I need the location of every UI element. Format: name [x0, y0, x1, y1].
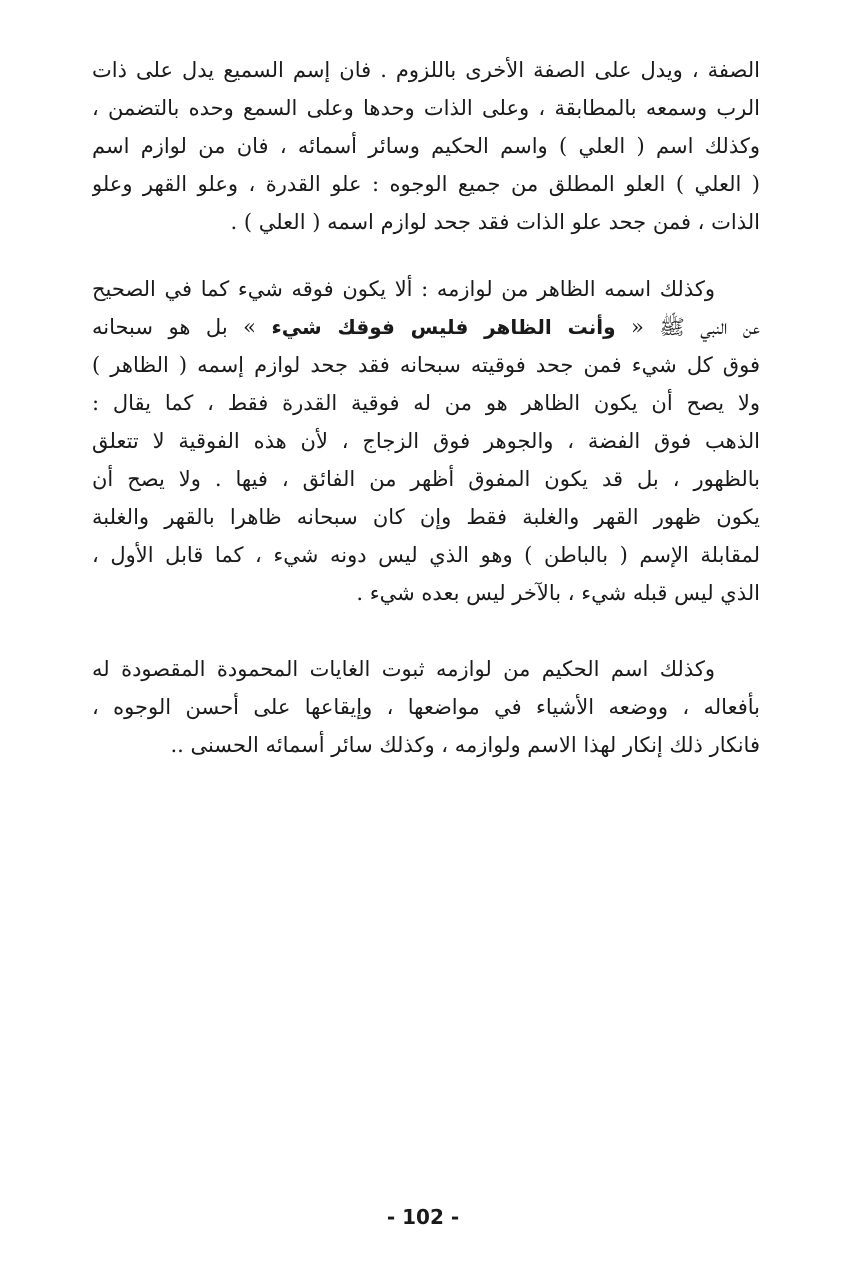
text-line: لمقابلة الإسم ( بالباطن ) وهو الذي ليس دونه شيء ، كما قابل الأول ،	[92, 543, 760, 567]
text-line: ( العلي ) العلو المطلق من جميع الوجوه : علو القدرة ، وعلو القهر وعلو	[92, 172, 760, 196]
page-number: - 102 -	[386, 1205, 460, 1229]
line-suffix: » بل هو سبحانه	[92, 315, 272, 339]
paragraph-2	[92, 270, 760, 612]
text-line-with-quote	[92, 308, 760, 346]
text-line: يكون ظهور القهر والغلبة فقط وإن كان سبحانه ظاهرا بالقهر والغلبة	[92, 505, 760, 529]
paragraph-1	[92, 51, 760, 241]
text-line: فانكار ذلك إنكار لهذا الاسم ولوازمه ، وكذلك سائر أسمائه الحسنى ..	[170, 733, 760, 757]
text-line: بالظهور ، بل قد يكون المفوق أظهر من الفائق ، فيها . ولا يصح أن	[92, 467, 760, 491]
text-line: وكذلك اسمه الظاهر من لوازمه : ألا يكون فوقه شيء كما في الصحيح	[92, 277, 715, 301]
hadith-quote: وأنت الظاهر فليس فوقك شيء	[271, 315, 616, 339]
text-line: ولا يصح أن يكون الظاهر هو من له فوقية القدرة فقط ، كما يقال :	[92, 391, 760, 415]
text-line: الصفة ، ويدل على الصفة الأخرى باللزوم . فان إسم السميع يدل على ذات	[92, 58, 760, 82]
text-line: وكذلك اسم ( العلي ) واسم الحكيم وسائر أسمائه ، فان من لوازم اسم	[92, 134, 760, 158]
text-line: وكذلك اسم الحكيم من لوازمه ثبوت الغايات المحمودة المقصودة له	[92, 657, 715, 681]
line-prefix: عن النبي ﷺ «	[615, 315, 760, 339]
text-line: الذي ليس قبله شيء ، بالآخر ليس بعده شيء .	[356, 581, 760, 605]
text-line: بأفعاله ، ووضعه الأشياء في مواضعها ، وإيقاعها على أحسن الوجوه ،	[92, 695, 760, 719]
text-line: الذات ، فمن جحد علو الذات فقد جحد لوازم اسمه ( العلي ) .	[230, 210, 760, 234]
text-line: فوق كل شيء فمن جحد فوقيته سبحانه فقد جحد لوازم إسمه ( الظاهر )	[92, 353, 760, 377]
text-line: الرب وسمعه بالمطابقة ، وعلى الذات وحدها وعلى السمع وحده بالتضمن ،	[92, 96, 760, 120]
text-line: الذهب فوق الفضة ، والجوهر فوق الزجاج ، لأن هذه الفوقية لا تتعلق	[92, 429, 760, 453]
paragraph-3	[92, 650, 760, 764]
